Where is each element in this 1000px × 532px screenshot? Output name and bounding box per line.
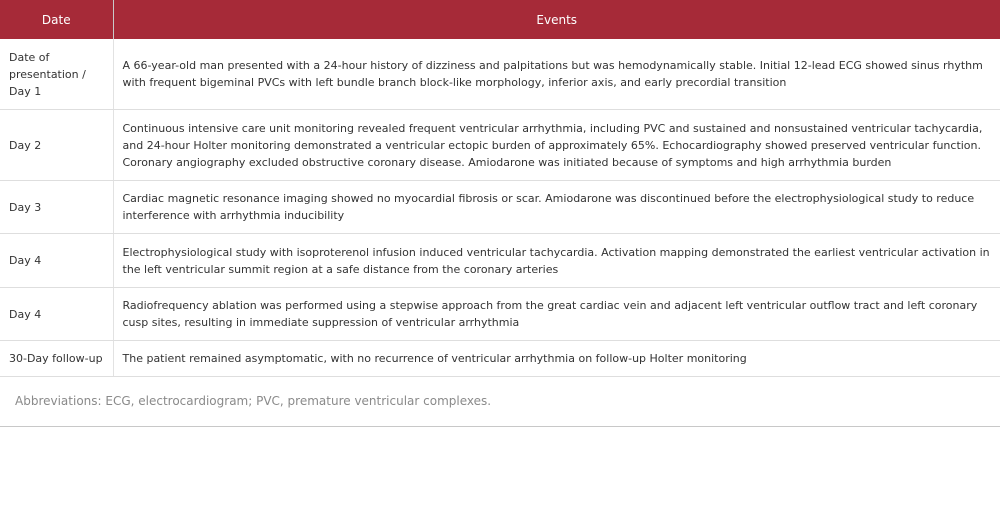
column-header-events: Events xyxy=(113,0,1000,39)
date-cell: Day 4 xyxy=(0,234,113,288)
table-body xyxy=(0,39,1000,377)
abbreviations-footnote: Abbreviations: ECG, electrocardiogram; PVC, premature ventricular complexes. xyxy=(0,377,1000,427)
table-row xyxy=(0,288,1000,341)
event-cell: Radiofrequency ablation was performed using a stepwise approach from the great cardiac vein and adjacent left ventricular outflow tract and left coronary cusp sites, resulting in immediate suppression of ventricular arrhythmia xyxy=(113,288,1000,341)
table-row xyxy=(0,181,1000,234)
event-cell: Electrophysiological study with isoproterenol infusion induced ventricular tachycardia. Activation mapping demonstrated the earliest ventricular activation in the left ventricular summit region at a safe distance from the coronary arteries xyxy=(113,234,1000,288)
event-cell: Continuous intensive care unit monitoring revealed frequent ventricular arrhythmia, including PVC and sustained and nonsustained ventricular tachycardia, and 24-hour Holter monitoring demonstrated a ventricular ectopic burden of approximately 65%. Echocardiography showed preserved ventricular function. Coronary angiography excluded obstructive coronary disease. Amiodarone was initiated because of symptoms and high arrhythmia burden xyxy=(113,110,1000,181)
column-header-date: Date xyxy=(0,0,113,39)
date-cell: Date of presentation / Day 1 xyxy=(0,39,113,110)
event-cell: A 66-year-old man presented with a 24-hour history of dizziness and palpitations but was hemodynamically stable. Initial 12-lead ECG showed sinus rhythm with frequent bigeminal PVCs with left bundle branch block-like morphology, inferior axis, and early precordial transition xyxy=(113,39,1000,110)
table-header xyxy=(0,0,1000,39)
date-cell: Day 3 xyxy=(0,181,113,234)
table-row xyxy=(0,39,1000,110)
table-row xyxy=(0,341,1000,377)
table-row xyxy=(0,234,1000,288)
header-row xyxy=(0,0,1000,39)
date-cell: Day 2 xyxy=(0,110,113,181)
table-row xyxy=(0,110,1000,181)
event-cell: The patient remained asymptomatic, with no recurrence of ventricular arrhythmia on follow-up Holter monitoring xyxy=(113,341,1000,377)
date-cell: 30-Day follow-up xyxy=(0,341,113,377)
event-cell: Cardiac magnetic resonance imaging showed no myocardial fibrosis or scar. Amiodarone was discontinued before the electrophysiological study to reduce interference with arrhythmia inducibility xyxy=(113,181,1000,234)
date-cell: Day 4 xyxy=(0,288,113,341)
